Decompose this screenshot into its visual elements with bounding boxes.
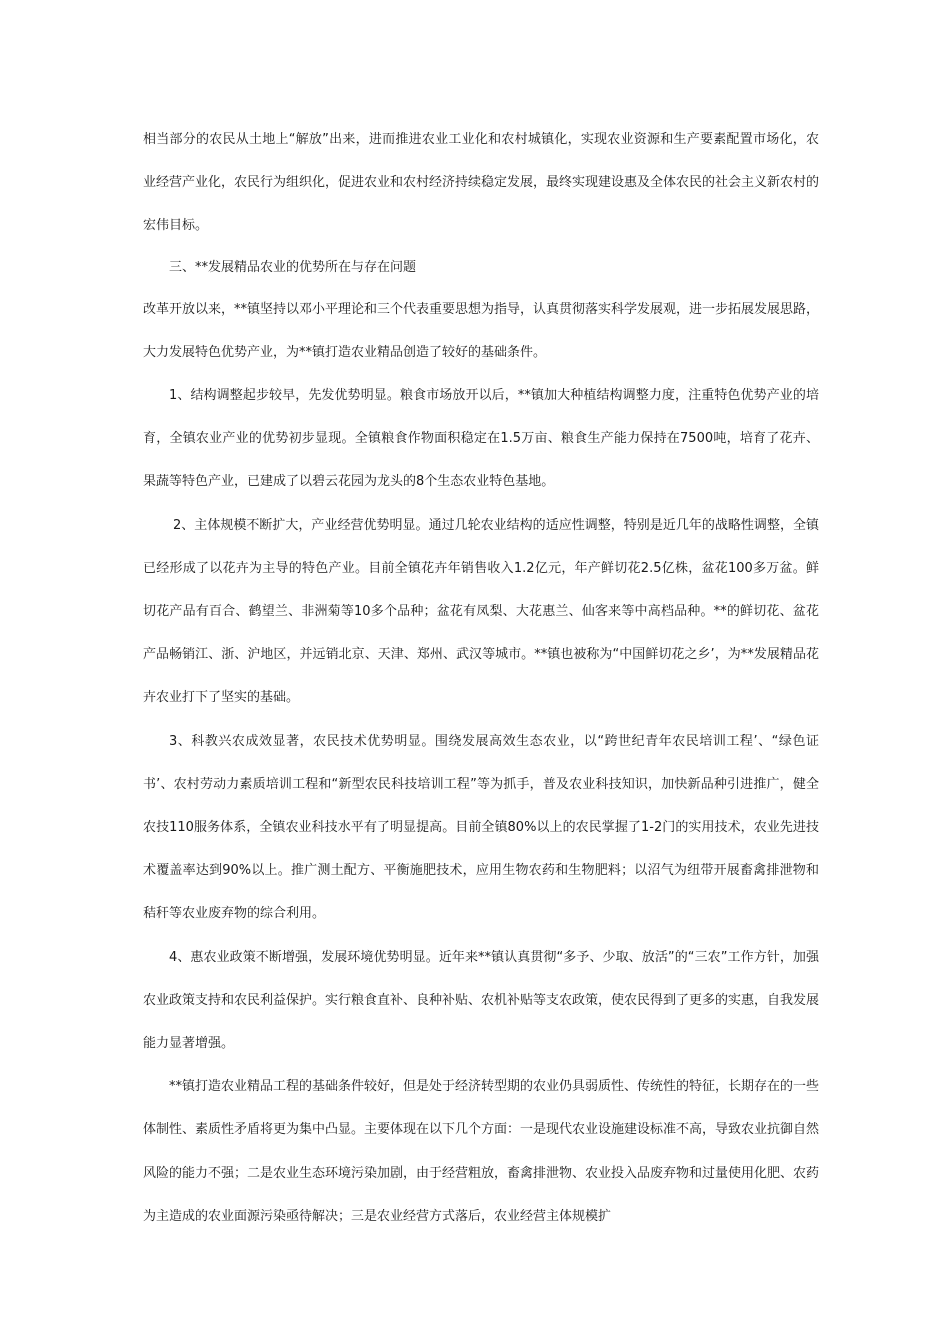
section-three-heading: 三、**发展精品农业的优势所在与存在问题 [169, 259, 417, 275]
paragraph-point-3: 3、科教兴农成效显著，农民技术优势明显。围绕发展高效生态农业，以“跨世纪青年农民培训工程’、“绿色证书’、农村劳动力素质培训工程和“新型农民科技培训工程”等为抓手，普及农业科技知识，加快新品种引进推广，健全农技110服务体系，全镇农业科技水平有了明显提高。目前全镇80%以上的农民掌握了1-2门的实用技术，农业先进技术覆盖率达到90%以上。推广测土配方、平衡施肥技术，应用生物农药和生物肥料；以沼气为纽带开展畜禽排泄物和秸秆等农业废弃物的综合利用。 [143, 733, 819, 922]
paragraph-point-4: 4、惠农业政策不断增强，发展环境优势明显。近年来**镇认真贯彻“多予、少取、放活”的“三农”工作方针，加强农业政策支持和农民利益保护。实行粮食直补、良种补贴、农机补贴等支农政策，使农民得到了更多的实惠，自我发展能力显著增强。 [143, 949, 820, 1052]
paragraph-point-1: 1、结构调整起步较早，先发优势明显。粮食市场放开以后，**镇加大种植结构调整力度，注重特色优势产业的培育，全镇农业产业的优势初步显现。全镇粮食作物面积稳定在1.5万亩、粮食生产能力保持在7500吨，培育了花卉、果蔬等特色产业，已建成了以碧云花园为龙头的8个生态农业特色基地。 [143, 388, 819, 490]
paragraph-reform-overview: 改革开放以来，**镇坚持以邓小平理论和三个代表重要思想为指导，认真贯彻落实科学发展观，进一步拓展发展思路，大力发展特色优势产业，为**镇打造农业精品创造了较好的基础条件。 [143, 301, 820, 360]
document-page [143, 118, 819, 1238]
paragraph-intro-continued: 相当部分的农民从土地上“解放”出来，进而推进农业工业化和农村城镇化，实现农业资源和生产要素配置市场化，农业经营产业化，农民行为组织化，促进农业和农村经济持续稳定发展，最终实现建设惠及全体农民的社会主义新农村的宏伟目标。 [143, 132, 820, 234]
paragraph-problems: **镇打造农业精品工程的基础条件较好，但是处于经济转型期的农业仍具弱质性、传统性的特征，长期存在的一些体制性、素质性矛盾将更为集中凸显。主要体现在以下几个方面：一是现代农业设施建设标准不高，导致农业抗御自然风险的能力不强；二是农业生态环境污染加剧，由于经营粗放，畜禽排泄物、农业投入品废弃物和过量使用化肥、农药为主造成的农业面源污染亟待解决；三是农业经营方式落后，农业经营主体规模扩 [143, 1079, 820, 1224]
paragraph-point-2: 2、主体规模不断扩大，产业经营优势明显。通过几轮农业结构的适应性调整，特别是近几年的战略性调整，全镇已经形成了以花卉为主导的特色产业。目前全镇花卉年销售收入1.2亿元，年产鲜切花2.5亿株，盆花100多万盆。鲜切花产品有百合、鹤望兰、非洲菊等10多个品种；盆花有凤梨、大花惠兰、仙客来等中高档品种。**的鲜切花、盆花产品畅销江、浙、沪地区，并远销北京、天津、郑州、武汉等城市。**镇也被称为“中国鲜切花之乡’，为**发展精品花卉农业打下了坚实的基础。 [143, 517, 819, 706]
